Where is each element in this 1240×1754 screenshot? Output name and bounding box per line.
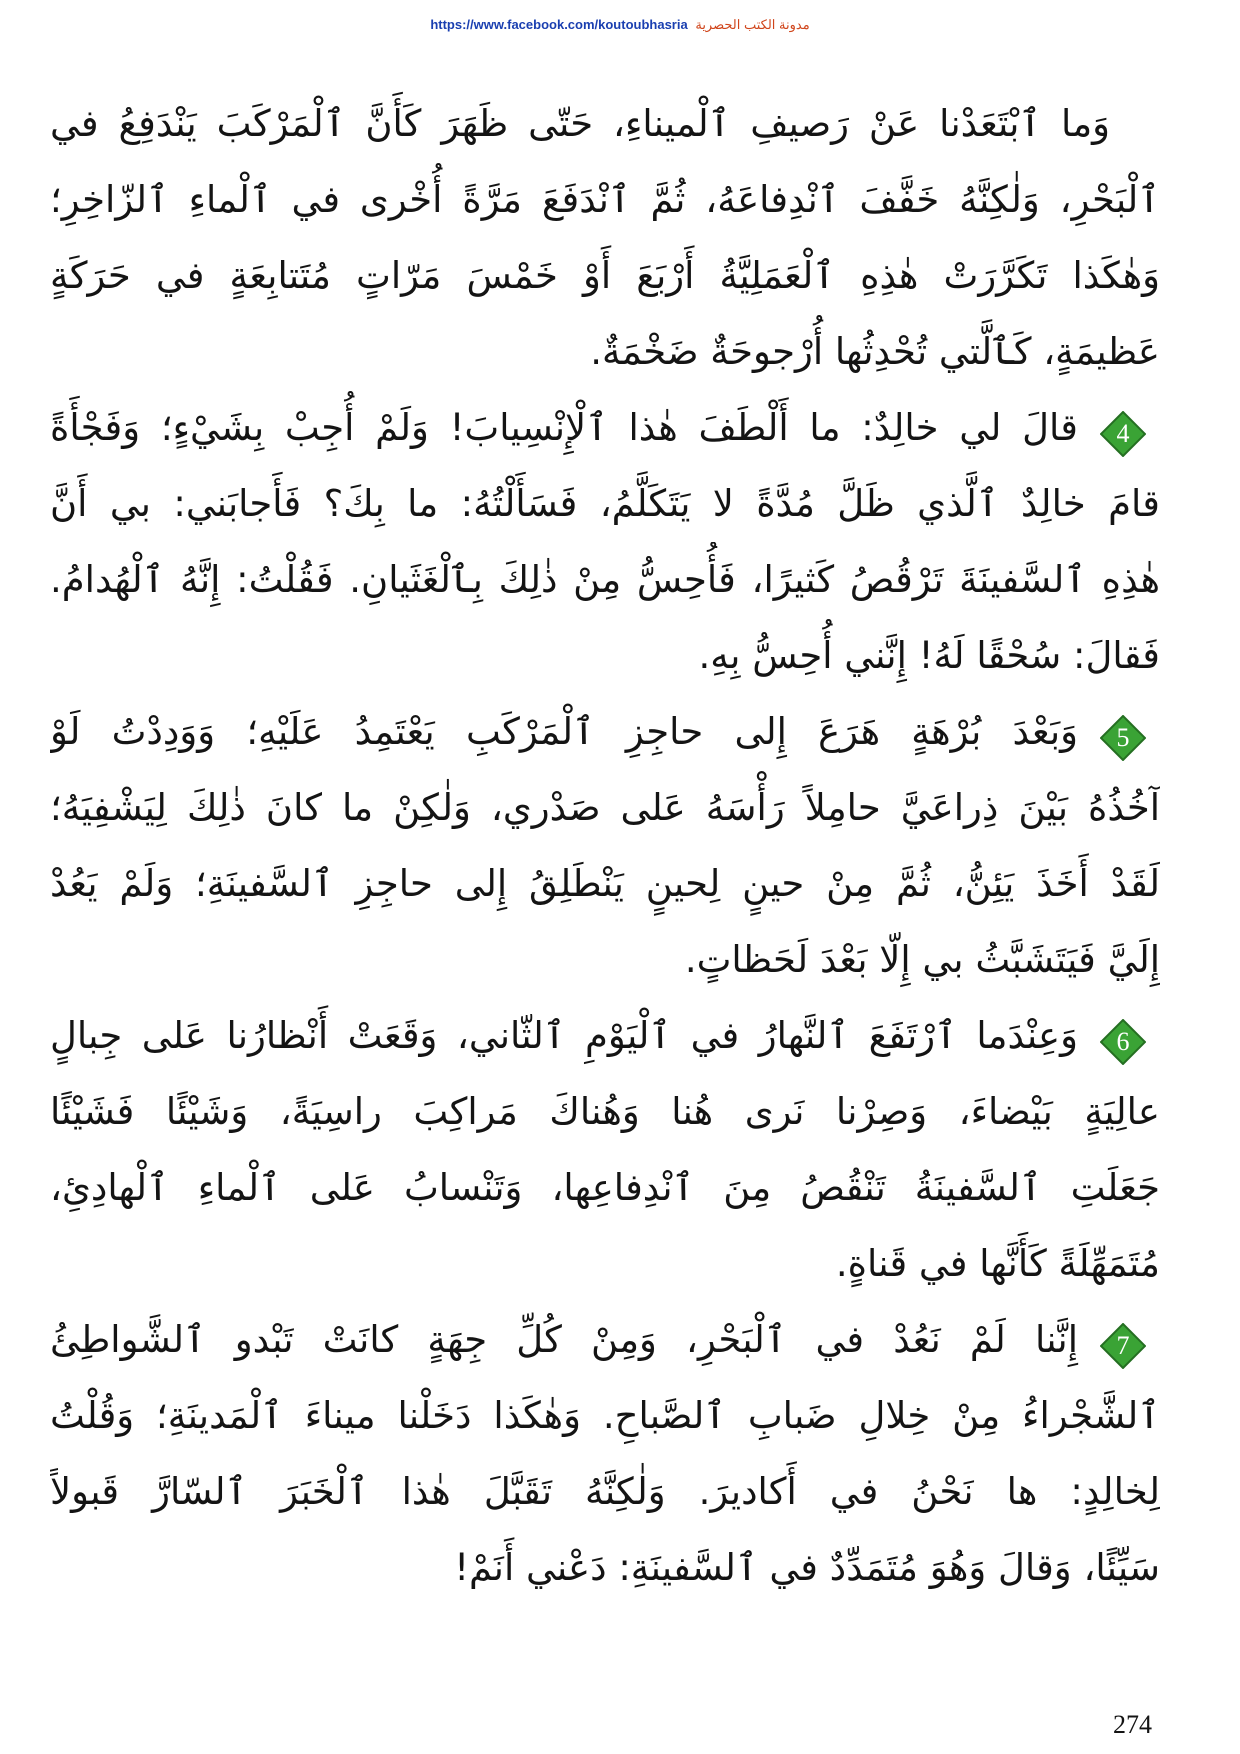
- text-line: ٱلشَّجْراءُ مِنْ خِلالِ ضَبابِ ٱلصَّباحِ. وَهٰكَذا دَخَلْنا ميناءَ ٱلْمَدينَةِ؛ وَقُلْتُ: [50, 1394, 1160, 1437]
- text-line: عالِيَةٍ بَيْضاءَ، وَصِرْنا نَرى هُنا وَهُناكَ مَراكِبَ راسِيَةً، وَشَيْئًا فَشَيْئًا: [50, 1090, 1160, 1133]
- paragraph-7: [50, 1302, 1160, 1606]
- text-line: ٱلْبَحْرِ، وَلٰكِنَّهُ خَفَّفَ ٱنْدِفاعَهُ، ثُمَّ ٱنْدَفَعَ مَرَّةً أُخْرى في ٱلْماءِ ٱلزّاخِرِ؛: [50, 178, 1160, 221]
- paragraph-5: [50, 694, 1160, 998]
- page-number: 274: [1113, 1710, 1152, 1739]
- text-line: وَما ٱبْتَعَدْنا عَنْ رَصيفِ ٱلْميناءِ، حَتّى ظَهَرَ كَأَنَّ ٱلْمَرْكَبَ يَنْدَفِعُ في: [50, 102, 1110, 145]
- text-line: إِلَيَّ فَيَتَشَبَّثُ بي إِلّا بَعْدَ لَحَظاتٍ.: [684, 938, 1160, 981]
- paragraph-number-badge: [1100, 1019, 1146, 1065]
- text-line: وَهٰكَذا تَكَرَّرَتْ هٰذِهِ ٱلْعَمَلِيَّةُ أَرْبَعَ أَوْ خَمْسَ مَرّاتٍ مُتَتابِعَةٍ في حَرَكَةٍ: [50, 254, 1160, 297]
- text-line: فَقالَ: سُحْقًا لَهُ! إِنَّني أُحِسُّ بِهِ.: [698, 634, 1160, 677]
- paragraph-4: [50, 390, 1160, 694]
- text-line: قامَ خالِدٌ ٱلَّذي ظَلَّ مُدَّةً لا يَتَكَلَّمُ، فَسَأَلْتُهُ: ما بِكَ؟ فَأَجابَني: بي أَنَّ: [50, 482, 1160, 525]
- text-line: سَيِّئًا، وَقالَ وَهُوَ مُتَمَدِّدٌ في ٱلسَّفينَةِ: دَعْني أَنَمْ!: [454, 1546, 1160, 1589]
- paragraph-number-badge: [1100, 715, 1146, 761]
- facebook-url-link[interactable]: https://www.facebook.com/koutoubhasria: [430, 17, 688, 32]
- text-line: إِنَّنا لَمْ نَعُدْ في ٱلْبَحْرِ، وَمِنْ كُلِّ جِهَةٍ كانَتْ تَبْدو ٱلشَّواطِئُ: [50, 1318, 1078, 1361]
- page-content: [50, 86, 1160, 1606]
- text-line: وَعِنْدَما ٱرْتَفَعَ ٱلنَّهارُ في ٱلْيَوْمِ ٱلثّاني، وَقَعَتْ أَنْظارُنا عَلى جِبالٍ: [50, 1014, 1078, 1057]
- text-line: وَبَعْدَ بُرْهَةٍ هَرَعَ إِلى حاجِزِ ٱلْمَرْكَبِ يَعْتَمِدُ عَلَيْهِ؛ وَوَدِدْتُ لَوْ: [50, 710, 1078, 753]
- text-line: آخُذُهُ بَيْنَ ذِراعَيَّ حامِلاً رَأْسَهُ عَلى صَدْري، وَلٰكِنْ ما كانَ ذٰلِكَ لِيَشْفِيَهُ؛: [50, 786, 1160, 829]
- text-line: مُتَمَهِّلَةً كَأَنَّها في قَناةٍ.: [835, 1242, 1160, 1285]
- paragraph-number: 6: [1116, 1027, 1130, 1056]
- text-line: لَقَدْ أَخَذَ يَئِنُّ، ثُمَّ مِنْ حينٍ لِحينٍ يَنْطَلِقُ إِلى حاجِزِ ٱلسَّفينَةِ؛ وَلَمْ يَعُدْ: [50, 862, 1160, 905]
- text-line: هٰذِهِ ٱلسَّفينَةَ تَرْقُصُ كَثيرًا، فَأُحِسُّ مِنْ ذٰلِكَ بِٱلْغَثَيانِ. فَقُلْتُ: إِنَّهُ ٱلْهُدامُ.: [50, 558, 1160, 601]
- paragraph-number-badge: [1100, 411, 1146, 457]
- blog-name: مدونة الكتب الحصرية: [695, 17, 810, 32]
- paragraph-number: 4: [1116, 419, 1130, 448]
- paragraph-6: [50, 998, 1160, 1302]
- paragraph-number: 5: [1116, 723, 1130, 752]
- page-header: [0, 16, 1240, 34]
- text-line: عَظيمَةٍ، كَٱلَّتي تُحْدِثُها أُرْجوحَةٌ ضَخْمَةٌ.: [590, 330, 1160, 373]
- paragraph-intro: [50, 86, 1160, 390]
- text-line: جَعَلَتِ ٱلسَّفينَةُ تَنْقُصُ مِنَ ٱنْدِفاعِها، وَتَنْسابُ عَلى ٱلْماءِ ٱلْهادِئِ،: [50, 1166, 1160, 1209]
- paragraph-number-badge: [1100, 1323, 1146, 1369]
- text-line: لِخالِدٍ: ها نَحْنُ في أَكاديرَ. وَلٰكِنَّهُ تَقَبَّلَ هٰذا ٱلْخَبَرَ ٱلسّارَّ قَبولاً: [50, 1470, 1160, 1513]
- text-line: قالَ لي خالِدٌ: ما أَلْطَفَ هٰذا ٱلْإِنْسِيابَ! وَلَمْ أُجِبْ بِشَيْءٍ؛ وَفَجْأَةً: [50, 406, 1078, 449]
- paragraph-number: 7: [1116, 1331, 1130, 1360]
